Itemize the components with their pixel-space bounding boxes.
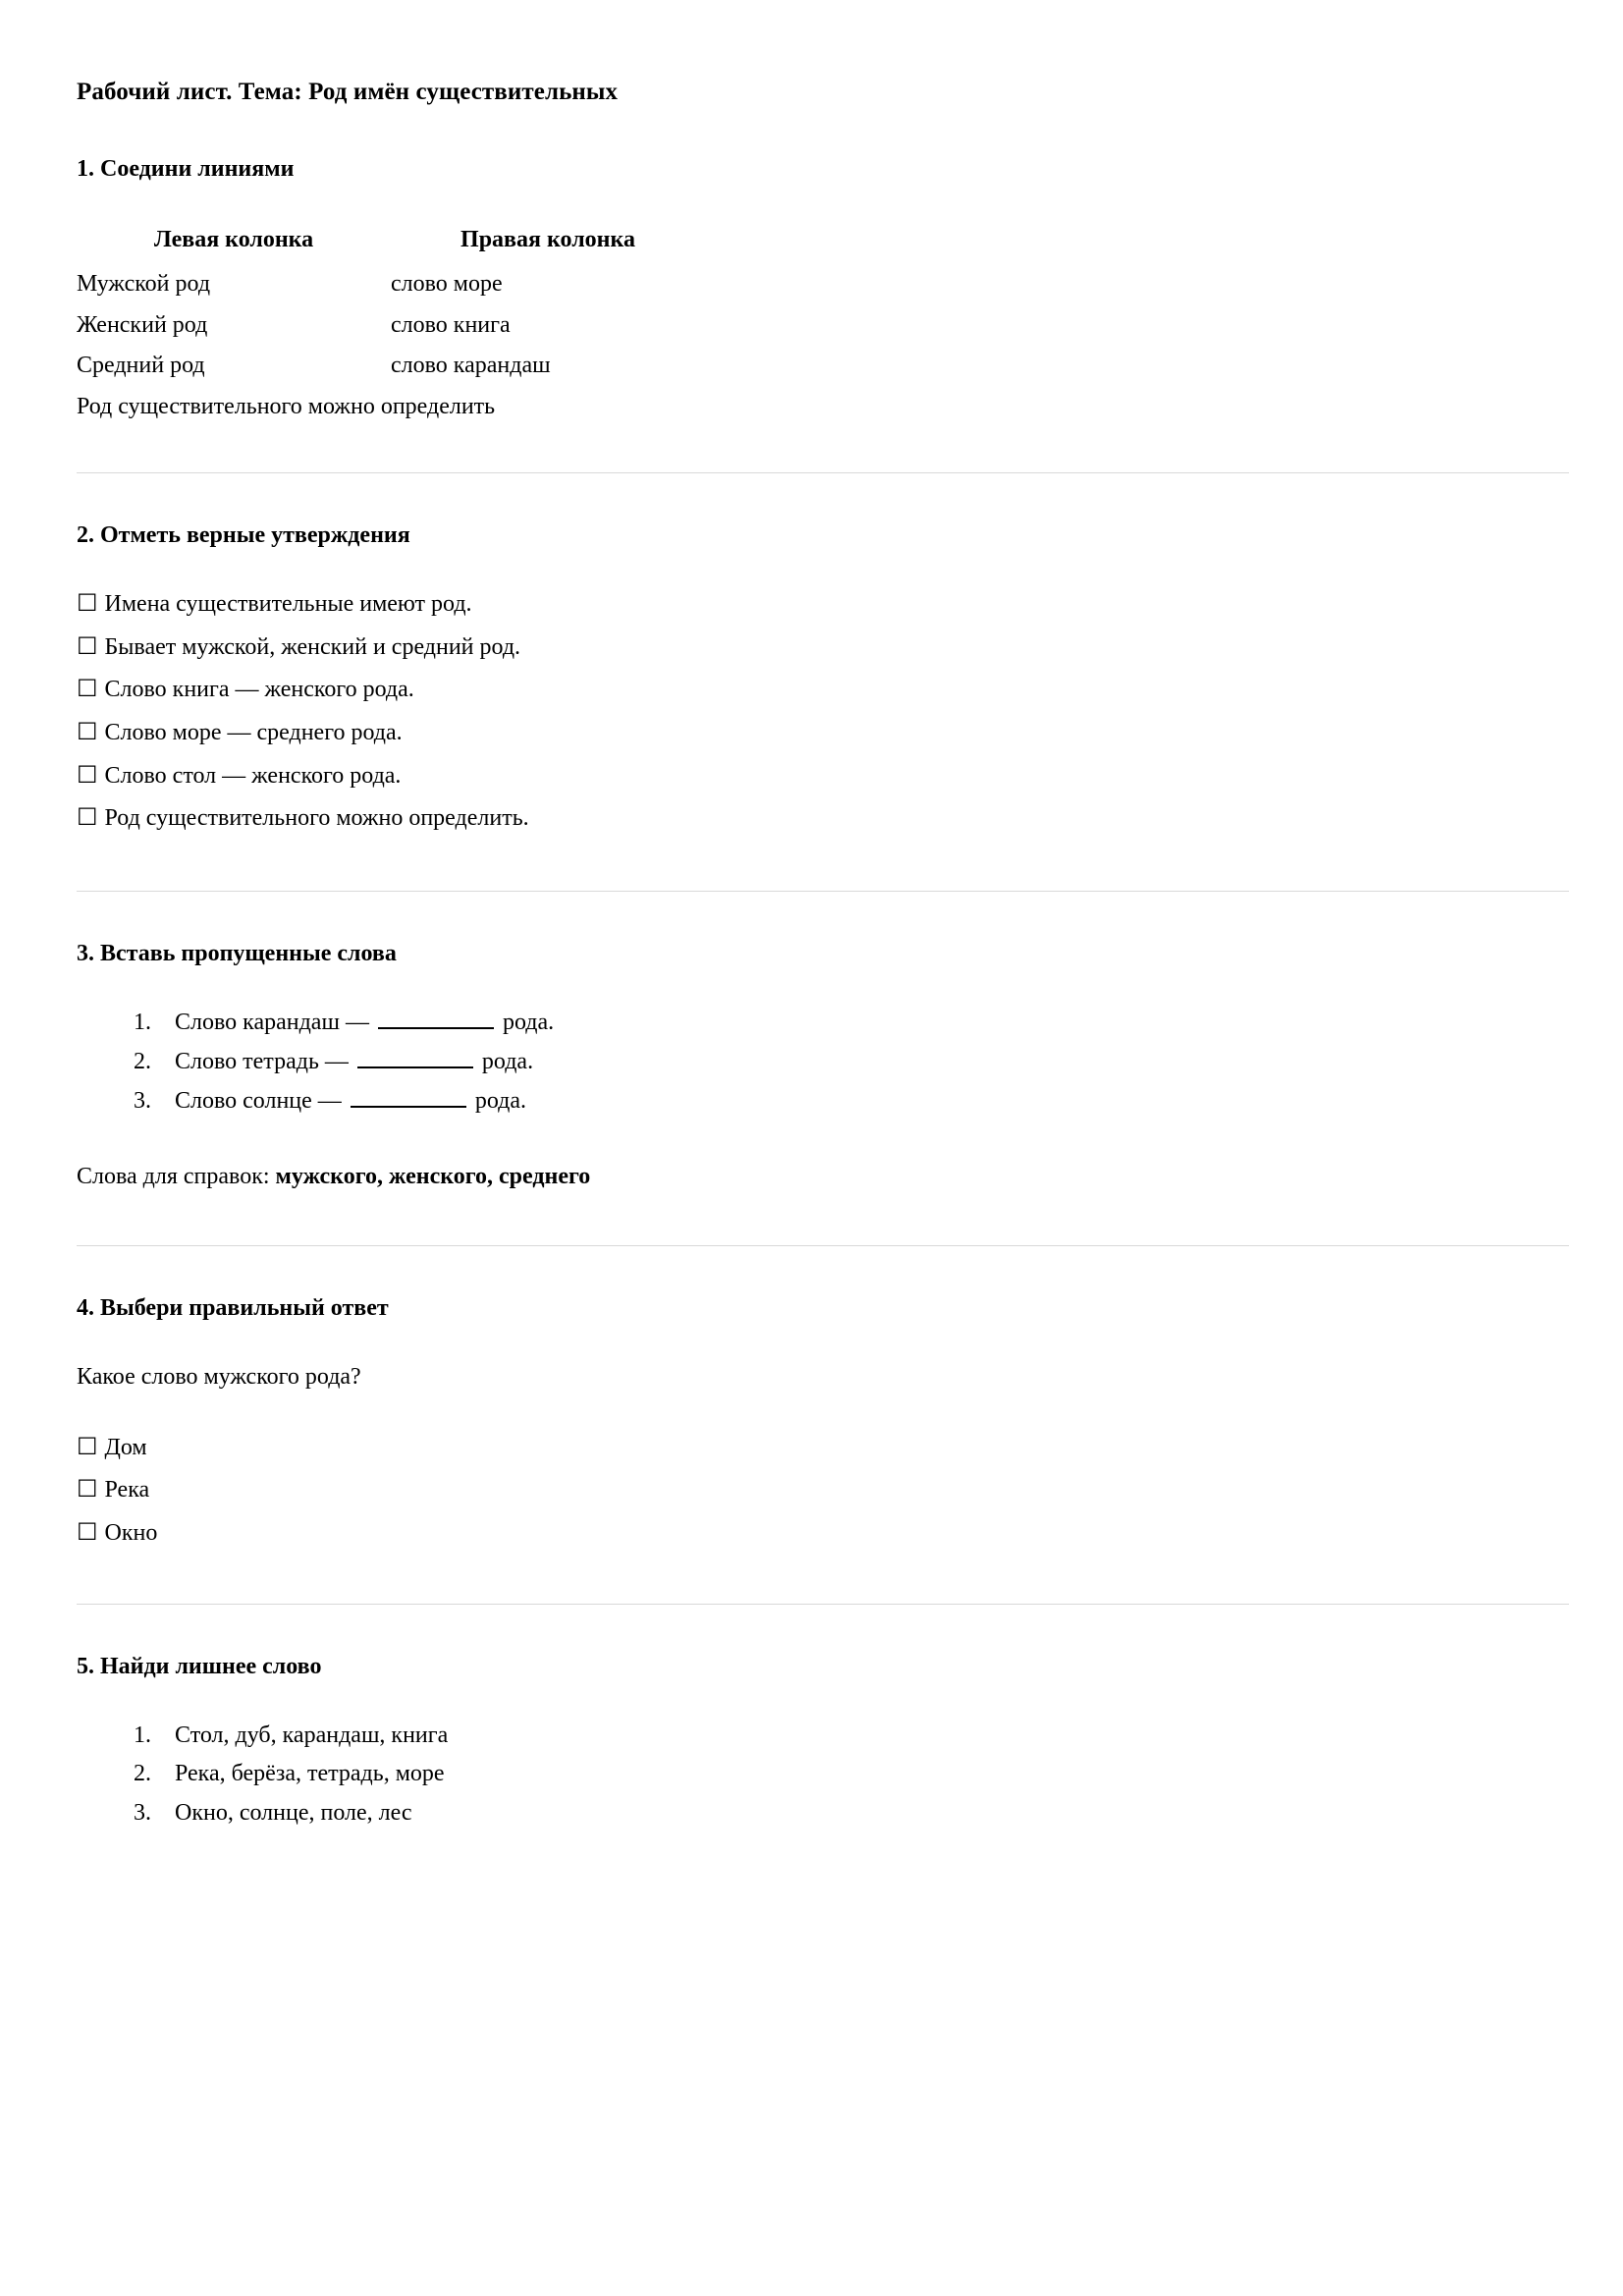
answer-option-list bbox=[77, 1433, 1569, 1549]
section-3-heading: 3. Вставь пропущенные слова bbox=[77, 941, 397, 967]
page-title: Рабочий лист. Тема: Род имён существительных bbox=[77, 79, 619, 105]
statement-text: Бывает мужской, женский и средний род. bbox=[104, 633, 521, 660]
list-item[interactable] bbox=[77, 1475, 1569, 1505]
statement-text: Слово стол — женского рода. bbox=[104, 762, 402, 789]
reference-label: Слова для справок: bbox=[77, 1164, 276, 1190]
list-item[interactable] bbox=[77, 1433, 1569, 1463]
match-table bbox=[77, 225, 705, 433]
column-header-left: Левая колонка bbox=[153, 227, 314, 253]
checkbox-icon[interactable]: ☐ bbox=[77, 720, 98, 745]
match-right-item[interactable]: слово карандаш bbox=[391, 353, 551, 379]
option-text: Окно bbox=[104, 1519, 158, 1546]
checkbox-icon[interactable]: ☐ bbox=[77, 677, 98, 703]
list-item[interactable]: 2. Река, берёза, тетрадь, море bbox=[157, 1759, 1569, 1790]
list-item[interactable] bbox=[77, 589, 1569, 620]
blank-input[interactable] bbox=[357, 1049, 473, 1068]
match-right-item[interactable]: слово книга bbox=[391, 311, 511, 338]
statement-text: Имена существительные имеют род. bbox=[104, 590, 472, 617]
blank-input[interactable] bbox=[351, 1088, 466, 1108]
option-text: Дом bbox=[104, 1434, 147, 1460]
table-row bbox=[77, 392, 705, 433]
table-row bbox=[77, 351, 705, 392]
list-item bbox=[157, 1047, 1569, 1078]
list-item[interactable]: 1. Стол, дуб, карандаш, книга bbox=[157, 1721, 1569, 1752]
list-item[interactable] bbox=[77, 675, 1569, 705]
match-left-item[interactable]: Мужской род bbox=[77, 270, 211, 297]
checkbox-icon[interactable]: ☐ bbox=[77, 1519, 98, 1546]
column-header-right: Правая колонка bbox=[460, 227, 635, 253]
match-left-item[interactable]: Средний род bbox=[77, 353, 205, 379]
blank-prefix-text: Слово солнце — bbox=[175, 1087, 348, 1114]
statement-text: Слово море — среднего рода. bbox=[104, 720, 403, 745]
option-text: Река bbox=[104, 1477, 150, 1503]
checkbox-icon[interactable]: ☐ bbox=[77, 590, 98, 617]
question-text: Какое слово мужского рода? bbox=[77, 1364, 361, 1391]
match-left-item[interactable]: Женский род bbox=[77, 311, 208, 338]
list-item bbox=[157, 1008, 1569, 1039]
table-header-row bbox=[77, 225, 705, 269]
section-2-heading: 2. Отметь верные утверждения bbox=[77, 521, 410, 548]
table-row bbox=[77, 269, 705, 310]
checkbox-icon[interactable]: ☐ bbox=[77, 633, 98, 660]
odd-one-out-list bbox=[77, 1721, 1569, 1830]
blank-input[interactable] bbox=[378, 1010, 494, 1029]
list-item[interactable] bbox=[77, 718, 1569, 748]
blank-prefix-text: Слово тетрадь — bbox=[175, 1048, 354, 1074]
list-item[interactable]: 3. Окно, солнце, поле, лес bbox=[157, 1798, 1569, 1830]
blank-prefix-text: Слово карандаш — bbox=[175, 1010, 375, 1036]
checkbox-icon[interactable]: ☐ bbox=[77, 1434, 98, 1460]
list-item[interactable] bbox=[77, 761, 1569, 792]
checkbox-icon[interactable]: ☐ bbox=[77, 1477, 98, 1503]
list-item bbox=[157, 1086, 1569, 1118]
match-full-width-item[interactable]: Род существительного можно определить bbox=[77, 394, 496, 420]
list-item[interactable] bbox=[77, 803, 1569, 834]
fill-in-blank-list bbox=[77, 1008, 1569, 1117]
section-1-heading: 1. Соедини линиями bbox=[77, 156, 295, 183]
statement-checkbox-list bbox=[77, 589, 1569, 834]
section-5-heading: 5. Найди лишнее слово bbox=[77, 1653, 322, 1679]
match-right-item[interactable]: слово море bbox=[391, 270, 503, 297]
reference-words-line bbox=[77, 1162, 1569, 1192]
statement-text: Слово книга — женского рода. bbox=[104, 677, 414, 703]
section-4-heading: 4. Выбери правильный ответ bbox=[77, 1295, 389, 1322]
list-item[interactable] bbox=[77, 1518, 1569, 1549]
blank-suffix-text: рода. bbox=[496, 1010, 555, 1036]
blank-suffix-text: рода. bbox=[468, 1087, 526, 1114]
table-row bbox=[77, 310, 705, 352]
statement-text: Род существительного можно определить. bbox=[104, 805, 529, 832]
document-body bbox=[77, 77, 1569, 1830]
blank-suffix-text: рода. bbox=[475, 1048, 534, 1074]
reference-words: мужского, женского, среднего bbox=[275, 1164, 591, 1190]
checkbox-icon[interactable]: ☐ bbox=[77, 805, 98, 832]
list-item[interactable] bbox=[77, 632, 1569, 663]
checkbox-icon[interactable]: ☐ bbox=[77, 762, 98, 789]
